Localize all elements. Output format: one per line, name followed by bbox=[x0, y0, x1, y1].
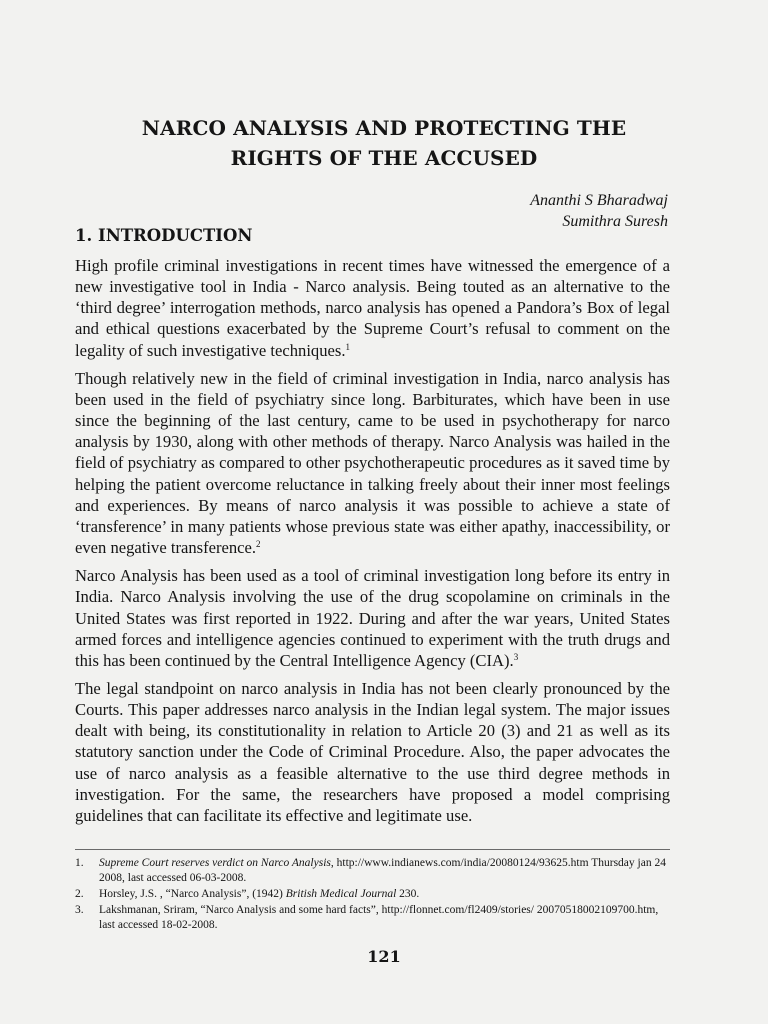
paragraph bbox=[75, 565, 670, 671]
footnote-number: 1. bbox=[75, 857, 84, 869]
footnote-citation: , http://www.indianews.com/india/20080124/93625.htm Thursday jan 24 2008, last accessed 06-03-2008. bbox=[99, 857, 666, 884]
footnote-italic-journal: British Medical Journal bbox=[285, 888, 397, 900]
page-number: 121 bbox=[367, 947, 401, 966]
footnote bbox=[75, 903, 673, 933]
author-name: Ananthi S Bharadwaj bbox=[530, 192, 668, 209]
footnote bbox=[75, 887, 673, 902]
footnote-text bbox=[99, 856, 673, 886]
section-heading: 1. INTRODUCTION bbox=[75, 226, 253, 245]
paper-title-line-1: NARCO ANALYSIS AND PROTECTING THE bbox=[141, 116, 627, 140]
footnote-number: 3. bbox=[75, 904, 84, 916]
footnote-divider bbox=[75, 849, 670, 850]
footnote-reference[interactable]: 3 bbox=[513, 651, 519, 662]
footnote-text bbox=[99, 887, 673, 902]
body-text bbox=[75, 255, 670, 833]
footnote-citation-end: 230. bbox=[396, 888, 420, 900]
footnote-list bbox=[75, 856, 673, 934]
footnote-italic-title: Supreme Court reserves verdict on Narco Analysis bbox=[99, 857, 331, 869]
paragraph-text: Narco Analysis has been used as a tool of criminal investigation long before its entry in India. Narco Analysis involving the use of the drug scopolamine on criminals in the United States was first reported in 1922. During and after the war years, United States armed forces and intelligence agencies continued to experiment with the truth drugs and this has been continued by the Central Intelligence Agency (CIA). bbox=[75, 566, 670, 670]
paragraph bbox=[75, 678, 670, 826]
footnote-text bbox=[99, 903, 673, 933]
footnote-reference[interactable]: 2 bbox=[256, 539, 261, 550]
author-list bbox=[530, 190, 668, 232]
paragraph-text: High profile criminal investigations in recent times have witnessed the emergence of a new investigative tool in India - Narco analysis. Being touted as an alternative to the ‘third degree’ interrogation methods, narco analysis has opened a Pandora’s Box of legal and ethical questions exacerbated by the Supreme Court’s refusal to comment on the legality of such investigative techniques. bbox=[75, 256, 670, 360]
author-name: Sumithra Suresh bbox=[562, 213, 668, 230]
footnote bbox=[75, 856, 673, 886]
footnote-citation: Lakshmanan, Sriram, “Narco Analysis and some hard facts”, http://flonnet.com/fl2409/stories/ 20070518002109700.htm, last accessed 18-02-2008. bbox=[99, 904, 659, 931]
paragraph-text: Though relatively new in the field of criminal investigation in India, narco analysis has been used in the field of psychiatry since long. Barbiturates, which have been in use since the beginning of the last century, came to be used in psychotherapy for narco analysis by 1930, along with other methods of therapy. Narco Analysis was hailed in the field of psychiatry as compared to other psychotherapeutic procedures as it saved time by helping the patient overcome reluctance in talking freely about their inner most feelings and experiences. By means of narco analysis it was possible to achieve a state of ‘transference’ in many patients whose previous state was either apathy, inaccessibility, or even negative transference. bbox=[75, 368, 670, 558]
footnote-number: 2. bbox=[75, 888, 84, 900]
footnote-reference[interactable]: 1 bbox=[345, 341, 350, 352]
footnote-citation: Horsley, J.S. , “Narco Analysis”, (1942) bbox=[99, 888, 286, 900]
paper-title-line-2: RIGHTS OF THE ACCUSED bbox=[230, 146, 538, 170]
paragraph bbox=[75, 368, 670, 558]
paragraph-text: The legal standpoint on narco analysis in India has not been clearly pronounced by the Courts. This paper addresses narco analysis in the Indian legal system. The major issues dealt with being, its constitutionality in relation to Article 20 (3) and 21 as well as its statutory sanction under the Code of Criminal Procedure. Also, the paper advocates the use of narco analysis as a feasible alternative to the use third degree methods in investigation. For the same, the researchers have proposed a model comprising guidelines that can facilitate its effective and legitimate use. bbox=[75, 678, 670, 825]
paper-title bbox=[75, 113, 693, 173]
paragraph bbox=[75, 255, 670, 361]
